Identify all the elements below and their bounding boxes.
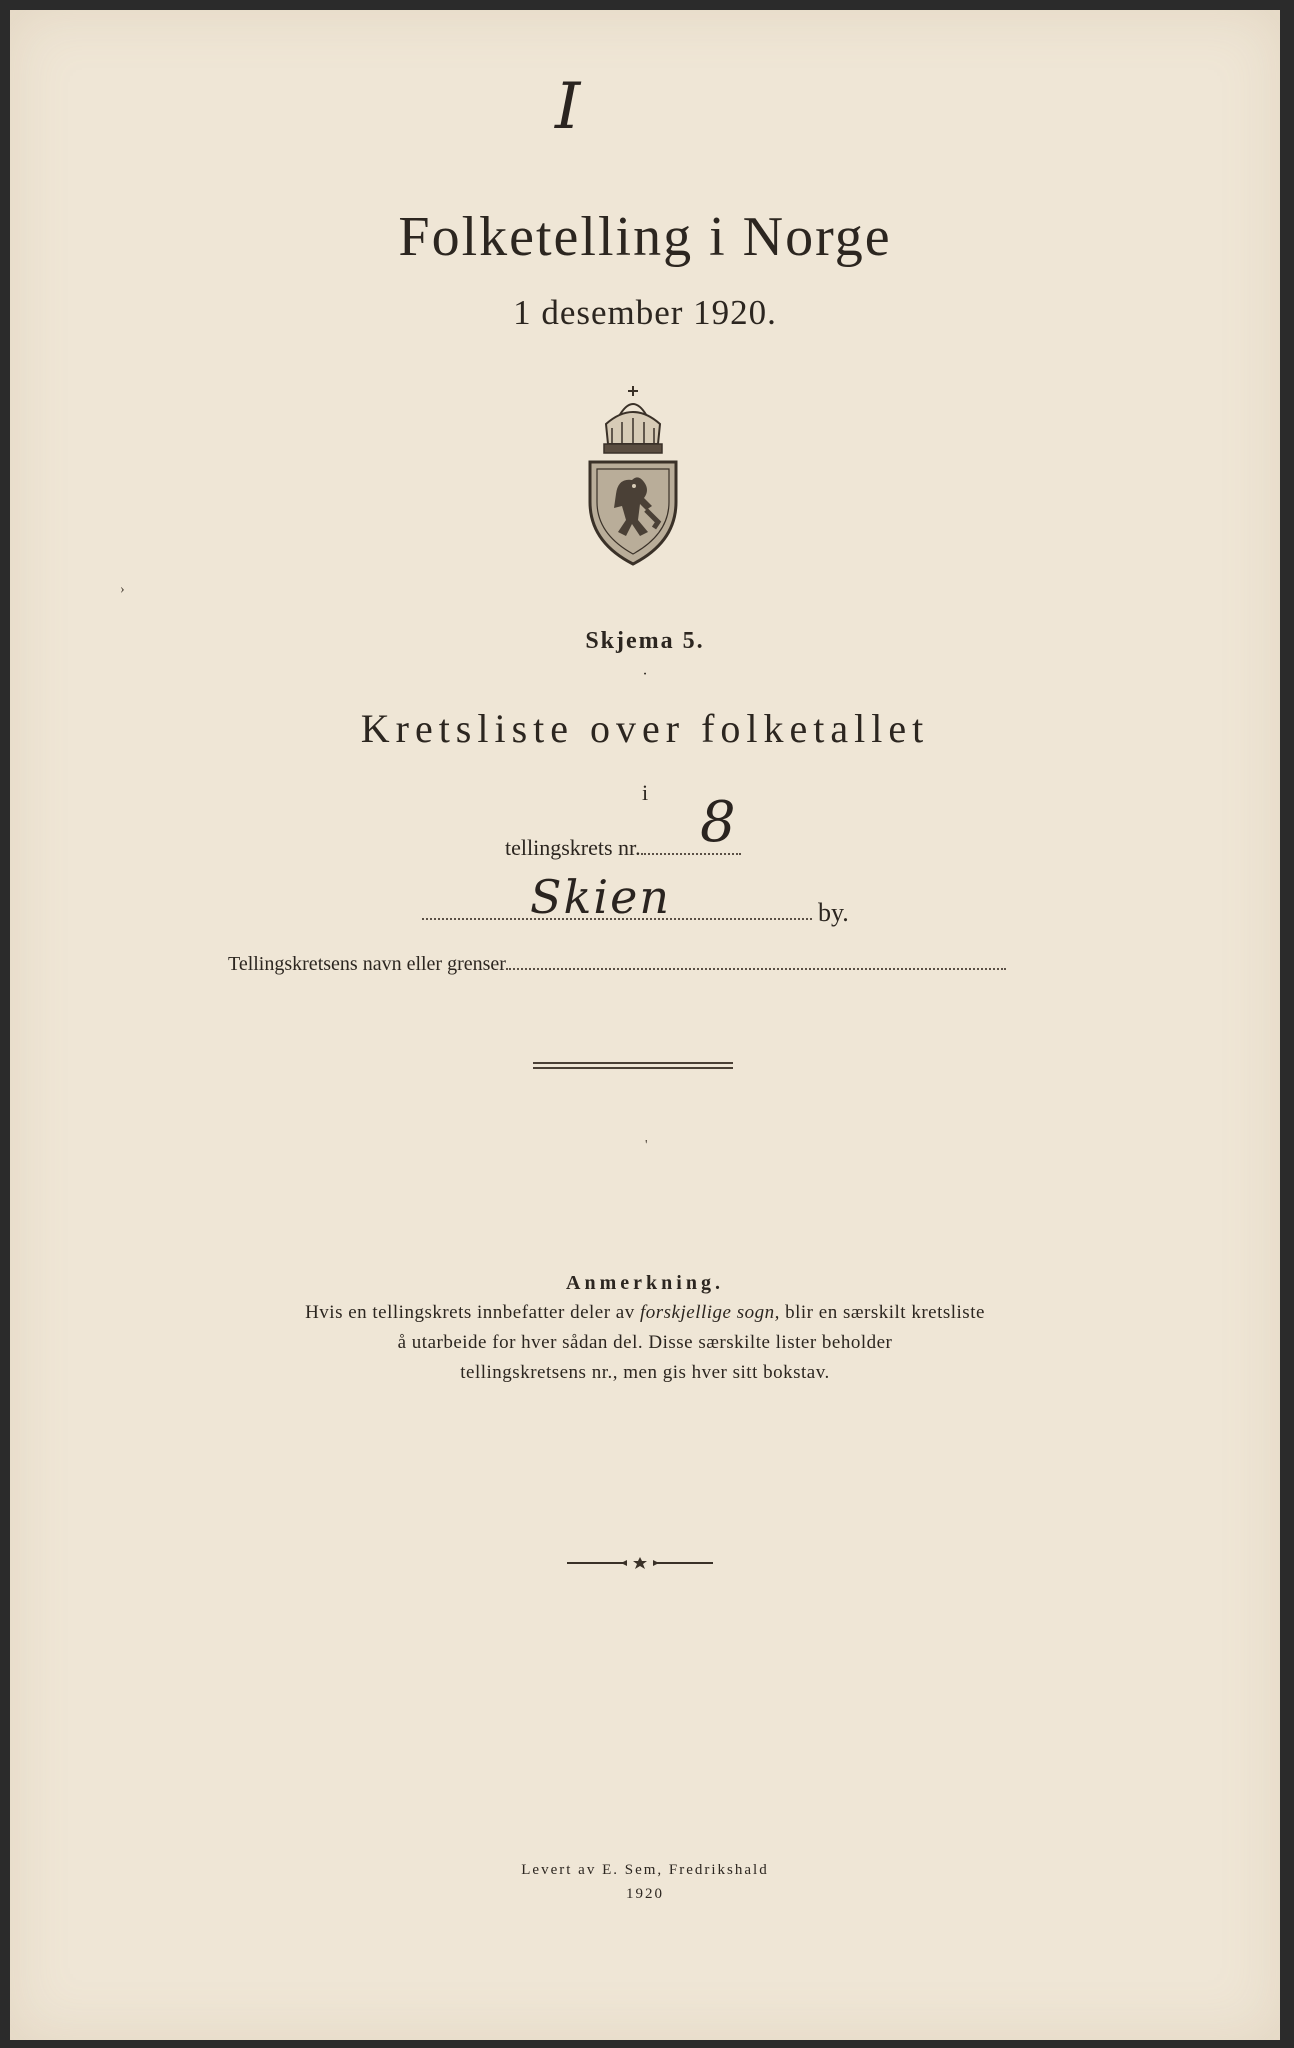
note-line-1 — [10, 1302, 1280, 1324]
city-suffix: by. — [818, 898, 849, 927]
note-line-3: tellingskretsens nr., men gis hver sitt bokstav. — [460, 1362, 830, 1383]
divider-rule-bottom — [533, 1067, 733, 1069]
district-names-label: Tellingskretsens navn eller grenser — [228, 953, 506, 975]
city-name-value: Skien — [530, 870, 671, 924]
note-line-1-emphasis: forskjellige sogn, — [639, 1302, 780, 1323]
schema-label: Skjema 5. — [585, 628, 705, 654]
district-names-row — [228, 953, 1006, 976]
document-title: Folketelling i Norge — [398, 206, 892, 268]
stray-mark: › — [120, 582, 125, 597]
publisher-year: 1920 — [626, 1886, 664, 1902]
note-line-2: å utarbeide for hver sådan del. Disse særskilte lister beholder — [397, 1332, 893, 1353]
ornament-divider-icon — [565, 1556, 715, 1570]
note-heading: Anmerkning. — [566, 1272, 724, 1294]
district-number-value: 8 — [700, 790, 736, 855]
divider-rule-top — [533, 1062, 733, 1064]
census-date: 1 desember 1920. — [513, 293, 777, 332]
census-form-page — [10, 10, 1280, 2040]
publisher-line: Levert av E. Sem, Fredrikshald — [521, 1862, 769, 1878]
norwegian-coat-of-arms-icon — [588, 382, 678, 566]
volume-mark: I — [555, 70, 581, 144]
district-label: tellingskrets nr. — [505, 835, 641, 860]
district-names-dotted-line — [506, 967, 1006, 970]
form-heading: Kretsliste over folketallet — [360, 706, 930, 751]
stray-mark: ' — [645, 1138, 648, 1153]
preposition-i: i — [641, 780, 649, 805]
note-line-1-start: Hvis en tellingskrets innbefatter deler av — [305, 1302, 635, 1323]
note-line-1-end: blir en særskilt kretsliste — [785, 1302, 985, 1323]
small-dot: · — [642, 666, 648, 683]
